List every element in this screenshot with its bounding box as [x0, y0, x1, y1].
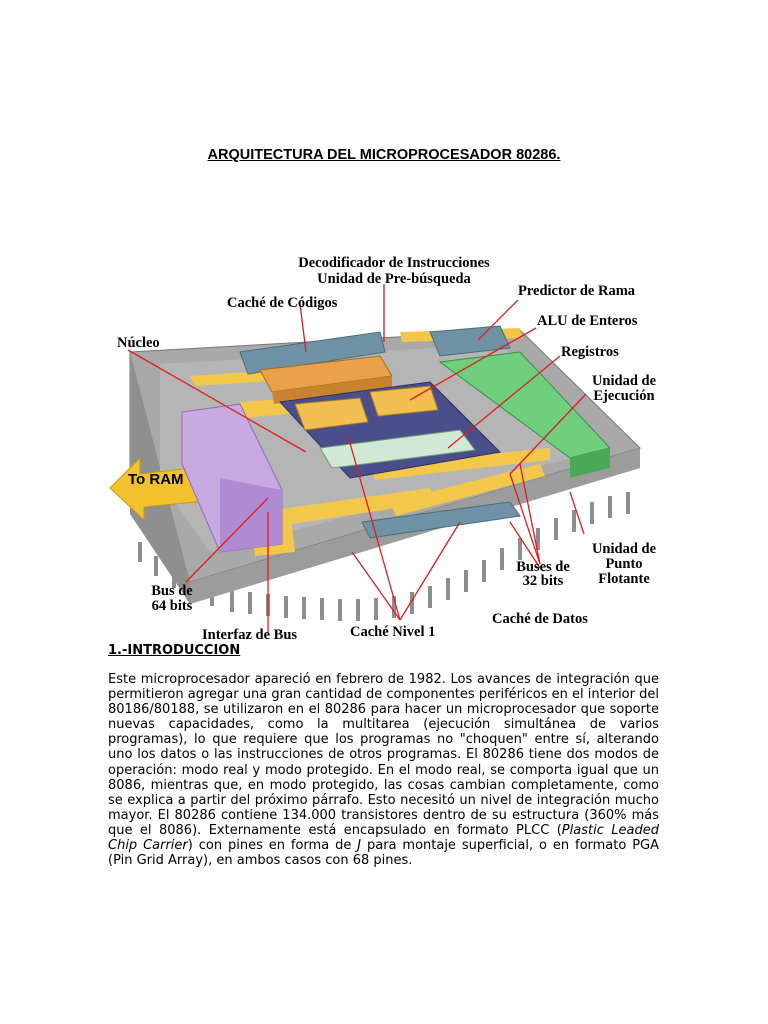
label-interfaz-bus: Interfaz de Bus	[202, 627, 298, 643]
label-predictor-rama: Predictor de Rama	[518, 283, 636, 299]
label-bus-64-1: Bus de	[151, 583, 193, 599]
label-nucleo: Núcleo	[117, 335, 160, 351]
chip-architecture-figure	[100, 252, 680, 642]
document-title: ARQUITECTURA DEL MICROPROCESADOR 80286.	[207, 147, 561, 163]
intro-paragraph	[108, 672, 659, 868]
paragraph-text-3: para montaje superficial, o en formato PGA (Pin Grid Array), en ambos casos con 68 pines.	[108, 838, 660, 869]
section-heading: 1.-INTRODUCCION	[108, 643, 241, 658]
paragraph-text-1: Este microprocesador apareció en febrero de 1982. Los avances de integración que permitieron agregar una gran cantidad de componentes periféricos en el interior del 80186/80188, se utilizaron en el 80286 para hacer un microprocesador que soporte nuevas capacidades, como la multitarea (ejecución simultánea de varios programas), lo que requiere que los programas no "choquen" entre sí, alterando uno los datos o las instrucciones de otros programas. El 80286 tiene dos modos de operación: modo real y modo protegido. En el modo real, se comporta igual que un 8086, mientras que, en modo protegido, las cosas cambian completamente, como se explica a partir del próximo párrafo. Esto necesitó un nivel de integración mucho mayor. El 80286 contiene 134.000 transistores dentro de su estructura (360% más que el 8086). Externamente está encapsulado en formato PLCC (	[108, 672, 659, 838]
label-unidad-ejecucion-1: Unidad de	[591, 373, 657, 389]
paragraph-italic-2: J	[357, 838, 362, 854]
label-bus-64-2: 64 bits	[151, 598, 193, 614]
label-buses-32-2: 32 bits	[522, 573, 564, 589]
label-unidad-ejecucion-2: Ejecución	[593, 388, 655, 404]
label-registros: Registros	[561, 344, 619, 360]
label-decodificador: Decodificador de Instrucciones	[298, 255, 490, 271]
label-to-ram: To RAM	[128, 471, 184, 488]
label-unidad-punto-1: Unidad de	[591, 541, 657, 557]
paragraph-italic-1: Plastic Leaded Chip Carrier	[108, 822, 659, 854]
label-cache-datos: Caché de Datos	[492, 611, 588, 627]
label-prebusqueda: Unidad de Pre-búsqueda	[317, 271, 471, 287]
label-cache-codigos: Caché de Códigos	[227, 295, 338, 311]
label-unidad-punto-2: Punto	[605, 556, 643, 572]
label-buses-32-1: Buses de	[516, 559, 570, 575]
label-alu-enteros: ALU de Enteros	[537, 313, 638, 329]
label-unidad-punto-3: Flotante	[598, 571, 650, 587]
label-cache-nivel-1: Caché Nivel 1	[350, 624, 436, 640]
paragraph-text-2: ) con pines en forma de	[187, 838, 358, 854]
